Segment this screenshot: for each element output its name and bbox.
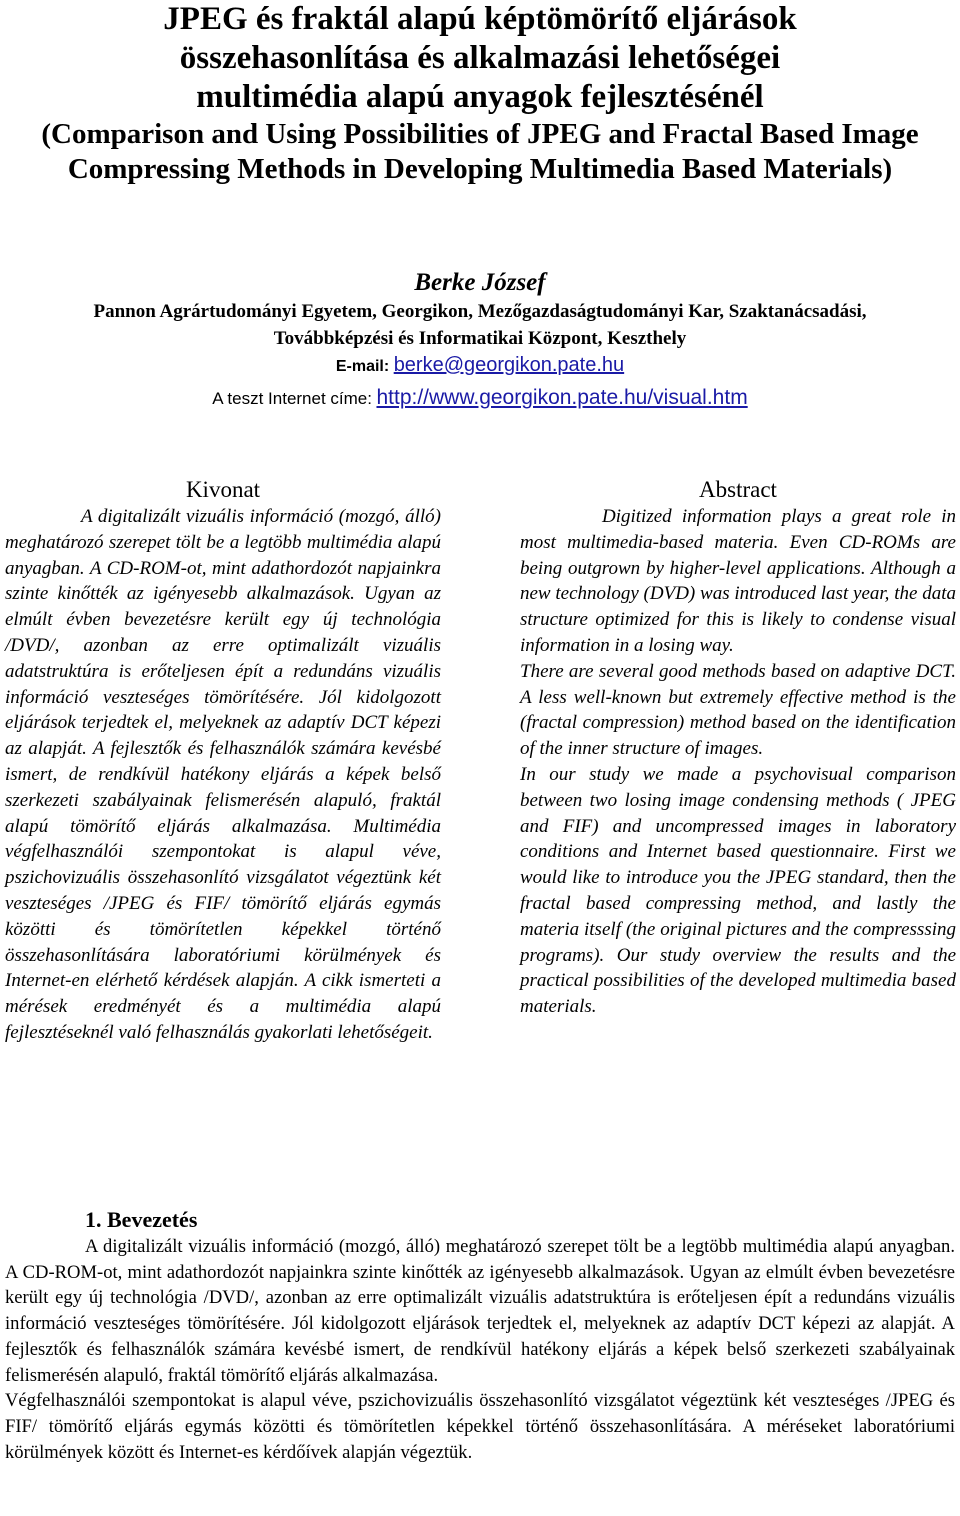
kivonat-text: A digitalizált vizuális információ (mozgó, álló) meghatározó szerepet tölt be a legtöbb multimédia alapú anyagban. A CD-ROM-ot, mint adathordozót napjainkra szinte kinőtték az igényesebb alkalmazások. Ugyan az elmúlt évben bevezetésre került egy új technológia /DVD/, azonban az erre optimalizált vizuális adatstruktúra is erőteljesen épít a redundáns vizuális információ veszteséges tömörítésére. Jól kidolgozott eljárások terjedtek el, melyeknek az adaptív DCT képezi az alapját. A fejlesztők és felhasználók számára kevésbé ismert, de rendkívül hatékony eljárás a képek belső szerkezeti szabályainak felismerésén alapuló, fraktál alapú tömörítő eljárás alkalmazása. Multimédia végfelhasználói szempontokat is alapul véve, pszichovizuális összehasonlító vizsgálatot végeztünk két veszteséges /JPEG és FIF/ tömörítő eljárás egymás közötti és tömörítetlen képekkel történő összehasonlítására laboratóriumi körülmények és Internet-en elérhető kérdések alapján. A cikk ismerteti a mérések eredményét és a multimédia alapú fejlesztéseknél való felhasználás gyakorlati lehetőségeit. — [5, 506, 441, 1043]
title-line-hu-2: összehasonlítása és alkalmazási lehetőségei — [179, 40, 781, 76]
paper-title — [0, 0, 960, 187]
title-line-en-1: (Comparison and Using Possibilities of JPEG and Fractal Based Image — [41, 118, 919, 150]
introduction-paragraph-1: A digitalizált vizuális információ (mozgó, álló) meghatározó szerepet tölt be a legtöbb multimédia alapú anyagban. A CD-ROM-ot, mint adathordozót napjainkra szinte kinőtték az igényesebb alkalmazások. Ugyan az elmúlt évben bevezetésre került egy új technológia /DVD/, azonban az erre optimalizált vizuális adatstruktúra is erőteljesen épít a redundáns vizuális információ veszteséges tömörítésére. Jól kidolgozott eljárások terjedtek el, melyeknek az adaptív DCT képezi az alapját. A fejlesztők és felhasználók számára kevésbé ismert, de rendkívül hatékony eljárás a képek belső szerkezeti szabályainak felismerésén alapuló, fraktál tömörítő eljárás alkalmazása. — [5, 1236, 955, 1386]
abstract-paragraph-3: In our study we made a psychovisual comparison between two losing image condensing methods ( JPEG and FIF) and uncompressed images in laboratory conditions and Internet based questionnaire. First we would like to introduce you the JPEG standard, then the fractal based compressing method, and lastly the materia itself (the original pictures and the compresssing programs). Our study overview the results and the practical possibilities of the developed multimedia based materials. — [520, 763, 956, 1018]
affiliation-line-2: Továbbképzési és Informatikai Központ, Keszthely — [273, 328, 687, 349]
affiliation-line-1: Pannon Agrártudományi Egyetem, Georgikon, Mezőgazdaságtudományi Kar, Szaktanácsadási, — [93, 301, 867, 322]
introduction-paragraph-2: Végfelhasználói szempontokat is alapul véve, pszichovizuális összehasonlító vizsgálatot végeztünk két veszteséges /JPEG és FIF/ tömörítő eljárás egymás közötti és tömörítetlen képekkel történő összehasonlítására. A méréseket laboratóriumi körülmények között és Internet-es kérdőívek alapján végeztük. — [5, 1390, 955, 1463]
title-line-hu-1: JPEG és fraktál alapú képtömörítő eljárások — [163, 1, 797, 37]
introduction-section — [5, 1206, 955, 1465]
web-line — [0, 384, 960, 413]
abstract-paragraph-1: Digitized information plays a great role in most multimedia-based materia. Even CD-ROMs are being outgrown by higher-level applications. Although a new technology (DVD) was introduced last year, the data structure optimized for this is likely to condense visual information in a losing way. — [520, 506, 956, 656]
email-link[interactable]: berke@georgikon.pate.hu — [393, 354, 625, 376]
title-line-en-2: Compressing Methods in Developing Multimedia Based Materials) — [67, 153, 893, 185]
abstract-column — [520, 476, 956, 1020]
web-link[interactable]: http://www.georgikon.pate.hu/visual.htm — [376, 386, 748, 409]
kivonat-column — [5, 476, 441, 1046]
title-line-hu-3: multimédia alapú anyagok fejlesztésénél — [196, 79, 764, 115]
introduction-heading: 1. Bevezetés — [85, 1207, 198, 1232]
email-label: E-mail: — [335, 358, 390, 375]
web-label: A teszt Internet címe: — [212, 389, 372, 408]
author-name: Berke József — [414, 269, 546, 296]
author-affiliation — [0, 298, 960, 352]
abstract-paragraph-2: There are several good methods based on adaptive DCT. A less well-known but extremely effective method is the (fractal compression) method based on the identification of the inner structure of images. — [520, 660, 956, 760]
abstract-heading: Abstract — [699, 477, 777, 502]
kivonat-heading: Kivonat — [185, 477, 261, 502]
email-line — [0, 352, 960, 380]
